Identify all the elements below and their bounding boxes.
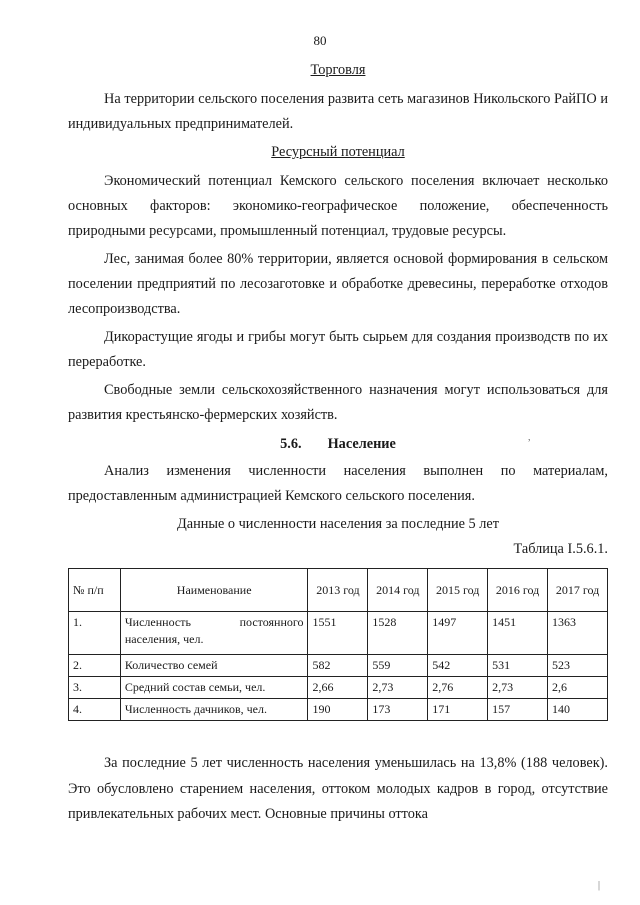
table-row <box>69 612 608 655</box>
row-value: 1363 <box>548 612 608 655</box>
table-title: Данные о численности населения за последние 5 лет <box>176 516 500 532</box>
row-name: Численность дачников, чел. <box>120 699 308 721</box>
row-value: 1451 <box>488 612 548 655</box>
section-title: Население <box>327 436 396 452</box>
header-year-2014: 2014 год <box>368 569 428 612</box>
population-paragraph: Анализ изменения численности населения выполнен по материалам, предоставленным администрацией Кемского сельского поселения. <box>68 463 608 504</box>
row-value: 1551 <box>308 612 368 655</box>
row-value: 559 <box>368 655 428 677</box>
row-value: 2,73 <box>368 677 428 699</box>
row-value: 531 <box>488 655 548 677</box>
row-name: Средний состав семьи, чел. <box>120 677 308 699</box>
trade-paragraph: На территории сельского поселения развита сеть магазинов Никольского РайПО и индивидуальных предпринимателей. <box>68 91 608 132</box>
trade-heading: Торговля <box>310 62 366 78</box>
header-year-2015: 2015 год <box>428 569 488 612</box>
resource-paragraph-1: Экономический потенциал Кемского сельского поселения включает несколько основных факторов: экономико-географическое положение, обеспеченность природными ресурсами, промышленный потенциал, трудовые ресурсы. <box>68 173 608 239</box>
row-value: 2,66 <box>308 677 368 699</box>
row-value: 2,73 <box>488 677 548 699</box>
row-value: 190 <box>308 699 368 721</box>
row-value: 523 <box>548 655 608 677</box>
scan-mark: | <box>598 880 601 891</box>
row-num: 3. <box>69 677 121 699</box>
row-value: 157 <box>488 699 548 721</box>
header-num: № п/п <box>69 569 121 612</box>
table-header-row <box>69 569 608 612</box>
row-value: 582 <box>308 655 368 677</box>
table-label: Таблица I.5.6.1. <box>513 541 608 557</box>
row-value: 542 <box>428 655 488 677</box>
population-section-heading <box>68 432 608 457</box>
resource-paragraph-2: Лес, занимая более 80% территории, является основой формирования в сельском поселении предприятий по лесозаготовке и обработке древесины, переработке отходов лесопроизводства. <box>68 251 608 317</box>
row-num: 1. <box>69 612 121 655</box>
scan-mark: , <box>528 432 531 443</box>
table-row <box>69 655 608 677</box>
population-table <box>68 568 608 721</box>
section-number: 5.6. <box>280 436 302 452</box>
row-value: 171 <box>428 699 488 721</box>
resource-heading: Ресурсный потенциал <box>271 144 405 160</box>
row-name: Численность постоянного населения, чел. <box>120 612 308 655</box>
row-name: Количество семей <box>120 655 308 677</box>
page-content <box>68 58 608 831</box>
row-value: 140 <box>548 699 608 721</box>
resource-paragraph-3: Дикорастущие ягоды и грибы могут быть сырьем для создания производств по их переработке. <box>68 329 608 370</box>
conclusion-paragraph: За последние 5 лет численность населения уменьшилась на 13,8% (188 человек). Это обусловлено старением населения, оттоком молодых кадров в город, отсутствие привлекательных рабочих мест. Основные причины оттока <box>68 755 608 822</box>
row-value: 2,6 <box>548 677 608 699</box>
page-number: 80 <box>313 33 327 48</box>
row-value: 1528 <box>368 612 428 655</box>
row-value: 1497 <box>428 612 488 655</box>
header-year-2013: 2013 год <box>308 569 368 612</box>
resource-paragraph-4: Свободные земли сельскохозяйственного назначения могут использоваться для развития крестьянско-фермерских хозяйств. <box>68 382 608 423</box>
row-value: 2,76 <box>428 677 488 699</box>
header-year-2017: 2017 год <box>548 569 608 612</box>
row-num: 4. <box>69 699 121 721</box>
header-name: Наименование <box>120 569 308 612</box>
table-row <box>69 699 608 721</box>
header-year-2016: 2016 год <box>488 569 548 612</box>
conclusion-block <box>68 751 608 828</box>
table-row <box>69 677 608 699</box>
row-num: 2. <box>69 655 121 677</box>
row-value: 173 <box>368 699 428 721</box>
